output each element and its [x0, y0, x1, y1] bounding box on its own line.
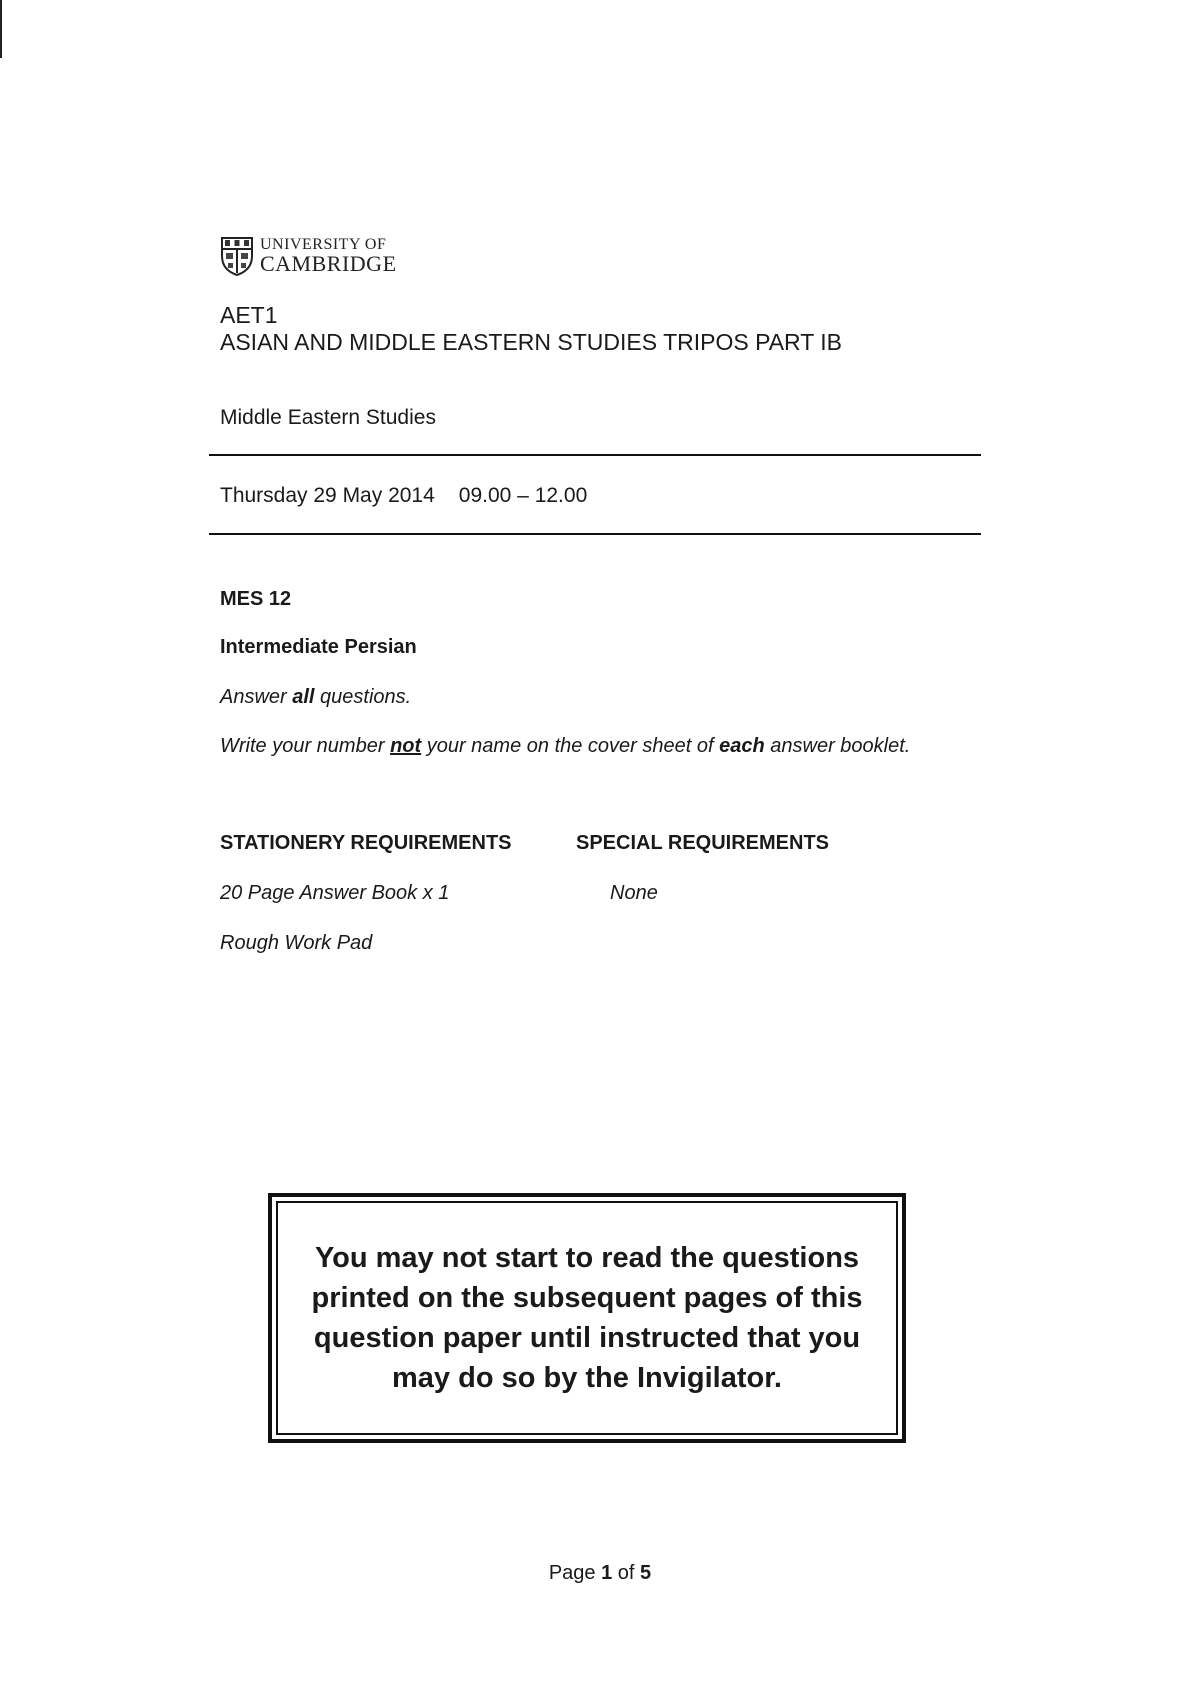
paper-code: MES 12 — [220, 588, 292, 610]
instruction-text: questions. — [314, 686, 412, 708]
stationery-requirements-heading: STATIONERY REQUIREMENTS — [220, 832, 512, 854]
instruction-emphasis: each — [719, 735, 765, 757]
page-number-text: of — [612, 1562, 641, 1584]
instruction-text: your name on the cover sheet of — [421, 735, 720, 757]
instruction-emphasis: all — [292, 686, 315, 708]
instruction-emphasis: not — [390, 735, 422, 757]
invigilator-notice-text: You may not start to read the questions printed on the subsequent pages of this question paper until instructed that you may do so by the Invigilator. — [311, 1242, 863, 1394]
university-logo — [220, 236, 397, 276]
divider-top — [209, 454, 981, 456]
university-line-2: CAMBRIDGE — [260, 251, 397, 276]
scan-edge-mark — [0, 0, 2, 58]
paper-set-code: AET1 — [220, 302, 278, 328]
special-item: None — [610, 882, 658, 904]
page-total: 5 — [640, 1562, 652, 1584]
page-number-text: Page — [548, 1562, 602, 1584]
exam-time: 09.00 – 12.00 — [458, 484, 588, 507]
page-number — [0, 1562, 1200, 1585]
invigilator-notice-box — [268, 1193, 906, 1443]
university-crest-icon — [220, 236, 254, 276]
exam-datetime — [220, 484, 587, 508]
special-requirements-heading: SPECIAL REQUIREMENTS — [576, 832, 829, 854]
page-current: 1 — [601, 1562, 613, 1584]
paper-title: Intermediate Persian — [220, 636, 417, 658]
instruction-answer-all — [220, 686, 411, 709]
instruction-write-number — [220, 735, 910, 758]
subject-name: Middle Eastern Studies — [220, 406, 436, 429]
instruction-text: answer booklet. — [764, 735, 911, 757]
stationery-item: Rough Work Pad — [220, 932, 373, 954]
exam-date: Thursday 29 May 2014 — [220, 484, 435, 507]
stationery-item: 20 Page Answer Book x 1 — [220, 882, 450, 904]
instruction-text: Answer — [220, 686, 293, 708]
tripos-title: ASIAN AND MIDDLE EASTERN STUDIES TRIPOS PART IB — [220, 329, 842, 355]
divider-bottom — [209, 533, 981, 535]
university-line-1: UNIVERSITY OF — [260, 236, 387, 253]
instruction-text: Write your number — [220, 735, 391, 757]
